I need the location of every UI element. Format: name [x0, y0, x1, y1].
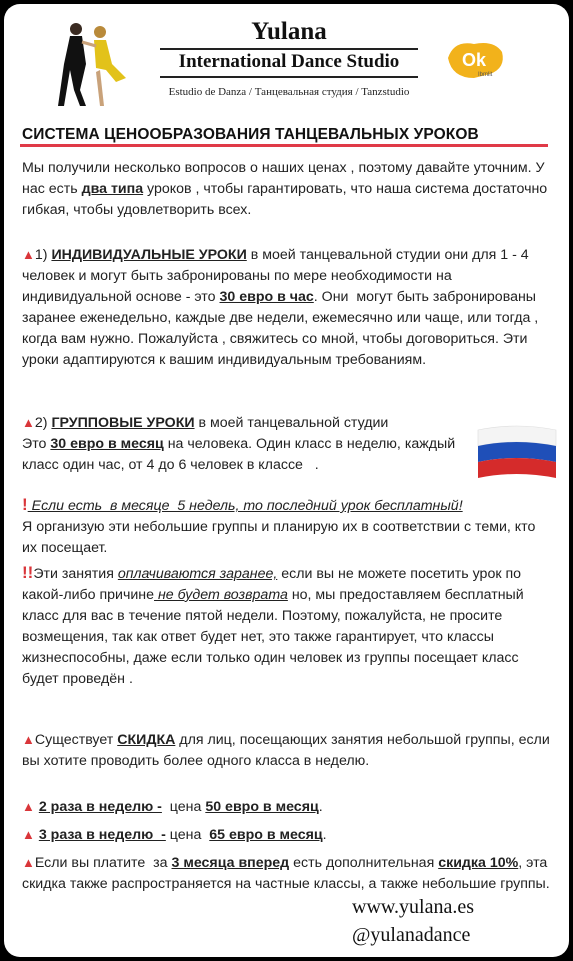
studio-name: Yulana: [251, 18, 327, 45]
intro-paragraph: Мы получили несколько вопросов о наших ценах , поэтому давайте уточним. У нас есть два типа уроков , чтобы гарантировать, что наша система достаточно гибкая, чтобы удовлетворить всех.: [22, 160, 552, 218]
triangle-icon: ▲: [22, 799, 35, 814]
studio-subtitle: Estudio de Danza / Танцевальная студия / Tanzstudio: [168, 86, 410, 98]
group-title: ГРУППОВЫЕ УРОКИ: [51, 415, 195, 431]
svg-text:Ok: Ok: [462, 50, 487, 70]
group-price: 30 евро в месяц: [50, 436, 164, 452]
poster-card: [4, 4, 569, 957]
discount-title: СКИДКА: [117, 732, 176, 748]
double-exclamation-icon: !!: [22, 563, 34, 582]
russia-flag-icon: [476, 424, 558, 484]
header: [4, 4, 569, 114]
section-individual: ▲1) ИНДИВИДУАЛЬНЫЕ УРОКИ в моей танцевальной студии они для 1 - 4 человек и могут быть забронированы по мере необходимости на индивидуальной основе - это 30 евро в час. Они могут быть забронированы заранее еженедельно, каждые две недели, ежемесячно или чаще, или тогда , когда вам нужно. Пожалуйста , свяжитесь со мной, чтобы договориться. Эти уроки адаптируются к вашим индивидуальным требованиям.: [22, 247, 543, 368]
individual-price: 30 евро в час: [219, 289, 314, 305]
social-handle[interactable]: @yulanadance: [352, 924, 471, 946]
triangle-icon: ▲: [22, 732, 35, 747]
section-group: ▲2) ГРУППОВЫЕ УРОКИ в моей танцевальной студии Это 30 евро в месяц на человека. Один класс в неделю, каждый класс один час, от 4 до 6 человек в классе .: [22, 415, 460, 473]
triangle-icon: ▲: [22, 855, 35, 870]
option-2x-week: ▲ 2 раза в неделю - цена 50 евро в месяц.: [22, 799, 323, 815]
discount-paragraph: ▲Существует СКИДКА для лиц, посещающих занятия небольшой группы, если вы хотите проводить более одного класса в неделю.: [22, 732, 554, 769]
exclamation-icon: !: [22, 495, 28, 514]
prepay-discount: ▲Если вы платите за 3 месяца вперед есть дополнительная скидка 10%, эта скидка также распространяется на частные классы, а также небольшие группы.: [22, 855, 552, 892]
note-prepayment: !!Эти занятия оплачиваются заранее, если вы не можете посетить урок по какой-либо причине не будет возврата но, мы предоставляем бесплатный класс для вас в течение пятой недели. Поэтому, пожалуйста, не просите возмещения, так как ответ будет нет, это также гарантирует, что классы жизнеспособны, даже если только один человек из группы посещает класс будет проведён .: [22, 563, 528, 687]
triangle-icon: ▲: [22, 247, 35, 262]
note-fifth-week: ! Если есть в месяце 5 недель, то последний урок бесплатный! Я организую эти небольшие группы и планирую их в соответствии с теми, кто их посещает.: [22, 495, 540, 556]
triangle-icon: ▲: [22, 827, 35, 842]
heading-underline: [20, 144, 548, 147]
ok-logo: [444, 38, 508, 82]
title-rule-top: [160, 48, 418, 50]
individual-title: ИНДИВИДУАЛЬНЫЕ УРОКИ: [51, 247, 247, 263]
website-link[interactable]: www.yulana.es: [352, 896, 475, 918]
svg-text:Ibmlit: Ibmlit: [478, 72, 493, 78]
studio-full-name: International Dance Studio: [178, 51, 400, 72]
option-3x-week: ▲ 3 раза в неделю - цена 65 евро в месяц.: [22, 827, 327, 843]
page-heading: СИСТЕМА ЦЕНООБРАЗОВАНИЯ ТАНЦЕВАЛЬНЫХ УРОКОВ: [22, 126, 479, 143]
title-rule-bottom: [160, 76, 418, 78]
triangle-icon: ▲: [22, 415, 35, 430]
